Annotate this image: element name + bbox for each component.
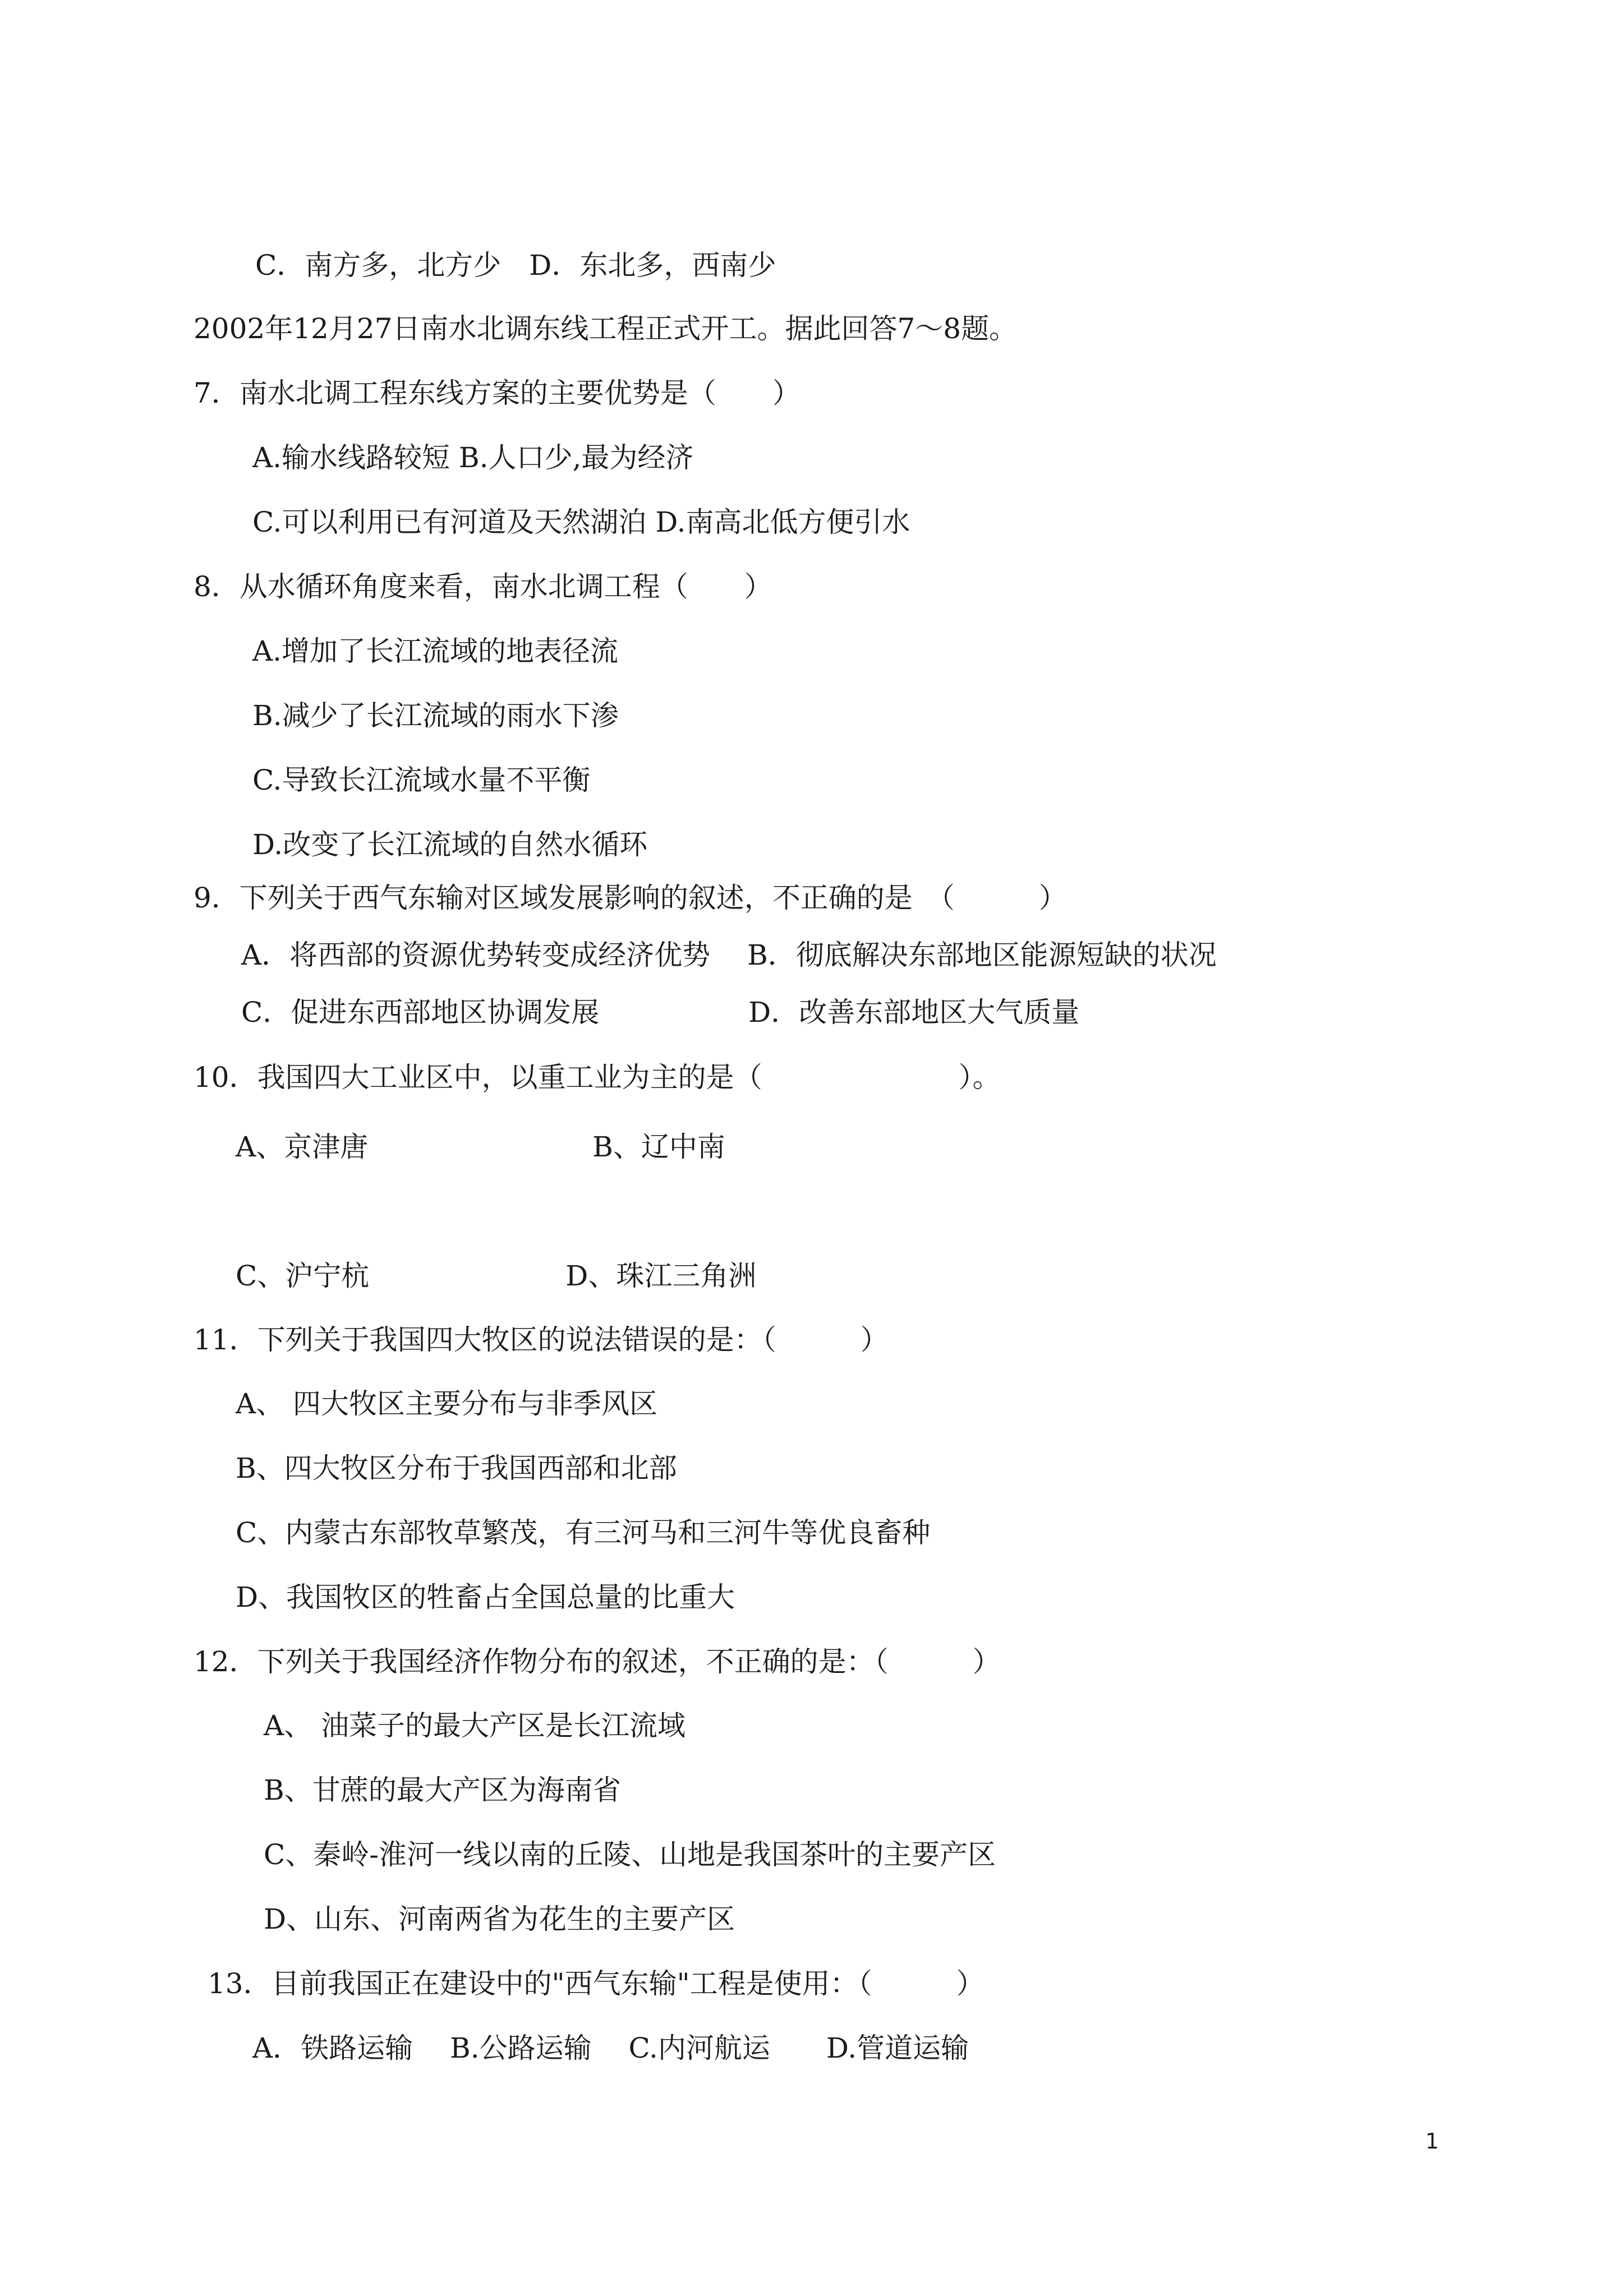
q7-options-cd: C.可以利用已有河道及天然湖泊 D.南高北低方便引水 [252,506,910,538]
q10-stem: 10．我国四大工业区中，以重工业为主的是（ ）。 [194,1061,1001,1094]
q9-options-ab: A．将西部的资源优势转变成经济优势 B．彻底解决东部地区能源短缺的状况 [241,939,1217,971]
q11-option-c: C、内蒙古东部牧草繁茂，有三河马和三河牛等优良畜种 [236,1516,931,1549]
q8-option-c: C.导致长江流域水量不平衡 [252,764,591,796]
intro-7-8: 2002年12月27日南水北调东线工程正式开工。据此回答7～8题。 [194,312,1018,345]
q12-stem: 12．下列关于我国经济作物分布的叙述，不正确的是：（ ） [194,1645,1001,1678]
q12-option-d: D、山东、河南两省为花生的主要产区 [264,1903,735,1935]
q12-option-c: C、秦岭-淮河一线以南的丘陵、山地是我国茶叶的主要产区 [264,1838,996,1871]
q8-stem: 8．从水循环角度来看，南水北调工程（ ） [194,570,772,603]
q8-option-d: D.改变了长江流域的自然水循环 [252,828,648,861]
q6-options-cd: C．南方多，北方少 D．东北多，西南少 [255,249,776,282]
q7-stem: 7．南水北调工程东线方案的主要优势是（ ） [194,377,801,409]
q11-option-a: A、 四大牧区主要分布与非季风区 [236,1387,658,1420]
q12-option-a: A、 油菜子的最大产区是长江流域 [264,1709,686,1742]
q10-options-ab: A、京津唐 B、辽中南 [236,1131,725,1163]
q13-stem: 13．目前我国正在建设中的"西气东输"工程是使用：（ ） [208,1967,984,2000]
q11-option-b: B、四大牧区分布于我国西部和北部 [236,1452,677,1484]
page-number: 1 [1425,2129,1439,2154]
q13-options: A．铁路运输 B.公路运输 C.内河航运 D.管道运输 [252,2032,969,2064]
q9-stem: 9．下列关于西气东输对区域发展影响的叙述，不正确的是 （ ） [194,882,1067,914]
q12-option-b: B、甘蔗的最大产区为海南省 [264,1774,621,1806]
q11-stem: 11．下列关于我国四大牧区的说法错误的是：（ ） [194,1324,889,1356]
q8-option-a: A.增加了长江流域的地表径流 [252,635,619,667]
q7-options-ab: A.输水线路较短 B.人口少,最为经济 [252,441,694,474]
q10-options-cd: C、沪宁杭 D、珠江三角洲 [236,1260,757,1292]
q8-option-b: B.减少了长江流域的雨水下渗 [252,699,619,732]
q11-option-d: D、我国牧区的牲畜占全国总量的比重大 [236,1581,735,1613]
q9-options-cd: C．促进东西部地区协调发展 D．改善东部地区大气质量 [241,996,1080,1029]
